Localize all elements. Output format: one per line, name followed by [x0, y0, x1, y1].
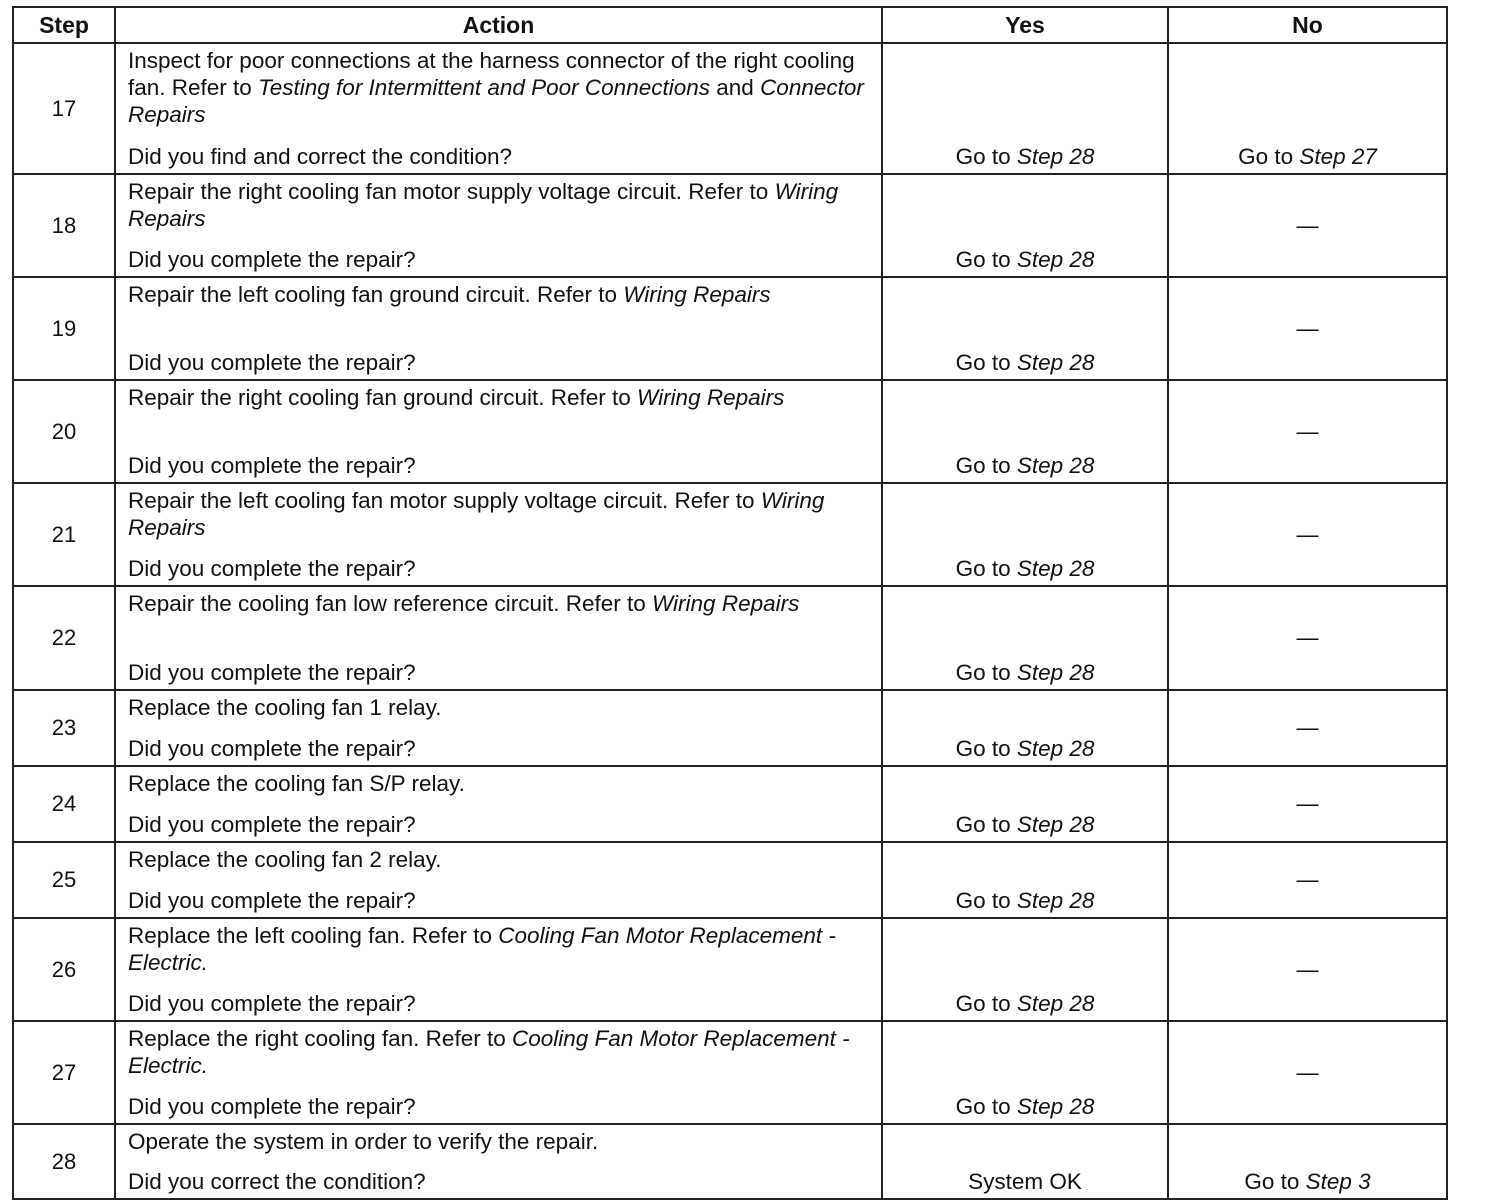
goto-prefix: Go to: [955, 888, 1017, 913]
table-row: [13, 483, 1447, 586]
reference-link[interactable]: Wiring Repairs: [128, 179, 839, 231]
yes-result: [882, 586, 1168, 690]
instruction-text: Repair the right cooling fan ground circuit. Refer to: [128, 385, 638, 410]
goto-prefix: Go to: [955, 247, 1017, 272]
instruction-text: Replace the cooling fan 2 relay.: [128, 847, 442, 872]
goto-prefix: Go to: [1244, 1169, 1306, 1194]
goto-step-link[interactable]: Step 28: [1016, 812, 1095, 837]
not-applicable-dash: —: [1296, 521, 1319, 547]
yes-result: [882, 1021, 1168, 1124]
no-result: [1168, 690, 1447, 766]
action-question: Did you complete the repair?: [128, 736, 416, 761]
header-step: Step: [13, 7, 115, 43]
action-question: Did you find and correct the condition?: [128, 144, 512, 169]
action-question: Did you complete the repair?: [128, 1094, 416, 1119]
yes-result: [882, 766, 1168, 842]
yes-result: [882, 690, 1168, 766]
step-number: 26: [13, 918, 115, 1021]
step-number: 17: [13, 43, 115, 174]
not-applicable-dash: —: [1296, 625, 1319, 650]
step-number: 18: [13, 174, 115, 277]
action-cell: [115, 842, 882, 918]
action-cell: [115, 766, 882, 842]
action-cell: [115, 690, 882, 766]
action-instruction: [128, 1025, 875, 1079]
goto-step-link[interactable]: Step 3: [1305, 1169, 1371, 1194]
action-cell: [115, 380, 882, 483]
instruction-text: Replace the cooling fan 1 relay.: [128, 695, 442, 720]
goto-step-link[interactable]: Step 28: [1016, 350, 1095, 375]
header-yes: Yes: [882, 7, 1168, 43]
diagnostic-table: [12, 6, 1448, 1200]
reference-link[interactable]: Connector Repairs: [128, 75, 864, 127]
goto-step-link[interactable]: Step 28: [1016, 1094, 1095, 1119]
yes-result: [882, 842, 1168, 918]
goto-prefix: Go to: [955, 453, 1017, 478]
goto-prefix: Go to: [955, 144, 1017, 169]
action-question: Did you complete the repair?: [128, 812, 416, 837]
not-applicable-dash: —: [1296, 315, 1319, 341]
reference-link[interactable]: Cooling Fan Motor Replacement - Electric.: [128, 1026, 850, 1078]
reference-link[interactable]: Wiring Repairs: [128, 488, 825, 540]
yes-result: [882, 43, 1168, 174]
no-result: [1168, 43, 1447, 174]
step-number: 24: [13, 766, 115, 842]
reference-link[interactable]: Wiring Repairs: [623, 282, 771, 307]
action-question: Did you complete the repair?: [128, 888, 416, 913]
goto-step-link[interactable]: Step 27: [1299, 144, 1377, 169]
action-cell: [115, 586, 882, 690]
action-question: Did you complete the repair?: [128, 556, 416, 581]
action-cell: [115, 277, 882, 380]
table-row: [13, 586, 1447, 690]
step-number: 23: [13, 690, 115, 766]
instruction-text: Replace the left cooling fan. Refer to: [128, 923, 499, 948]
step-number: 22: [13, 586, 115, 690]
step-number: 21: [13, 483, 115, 586]
goto-prefix: Go to: [955, 736, 1017, 761]
no-result: [1168, 918, 1447, 1021]
table-row: [13, 690, 1447, 766]
action-question: Did you complete the repair?: [128, 660, 416, 685]
not-applicable-dash: —: [1296, 956, 1319, 982]
yes-result: [882, 483, 1168, 586]
action-instruction: [128, 47, 875, 128]
no-result: [1168, 483, 1447, 586]
header-action: Action: [115, 7, 882, 43]
goto-step-link[interactable]: Step 28: [1016, 247, 1095, 272]
goto-prefix: Go to: [955, 812, 1017, 837]
goto-step-link[interactable]: Step 28: [1016, 736, 1095, 761]
step-number: 28: [13, 1124, 115, 1199]
reference-link[interactable]: Wiring Repairs: [637, 385, 785, 410]
yes-result: [882, 174, 1168, 277]
table-row: [13, 918, 1447, 1021]
result-text: System OK: [968, 1169, 1082, 1194]
action-instruction: [128, 922, 875, 976]
no-result: [1168, 1021, 1447, 1124]
action-instruction: [128, 384, 875, 411]
action-instruction: [128, 590, 875, 617]
table-row: [13, 1021, 1447, 1124]
step-number: 19: [13, 277, 115, 380]
goto-prefix: Go to: [955, 350, 1017, 375]
yes-result: [882, 277, 1168, 380]
instruction-text: Repair the right cooling fan motor supply voltage circuit. Refer to: [128, 179, 775, 204]
table-row: [13, 842, 1447, 918]
action-instruction: [128, 487, 875, 541]
action-cell: [115, 1021, 882, 1124]
not-applicable-dash: —: [1296, 867, 1319, 892]
goto-prefix: Go to: [955, 556, 1017, 581]
action-instruction: [128, 1128, 875, 1155]
table-row: [13, 174, 1447, 277]
goto-prefix: Go to: [1238, 144, 1300, 169]
action-instruction: [128, 281, 875, 308]
no-result: [1168, 174, 1447, 277]
goto-step-link[interactable]: Step 28: [1016, 556, 1095, 581]
step-number: 20: [13, 380, 115, 483]
yes-result: [882, 380, 1168, 483]
table-row: [13, 277, 1447, 380]
table-row: [13, 43, 1447, 174]
instruction-text: Replace the right cooling fan. Refer to: [128, 1026, 512, 1051]
table-body: [13, 43, 1447, 1199]
instruction-text: Replace the cooling fan S/P relay.: [128, 771, 465, 796]
goto-prefix: Go to: [955, 991, 1017, 1016]
goto-step-link[interactable]: Step 28: [1016, 660, 1095, 685]
header-no: No: [1168, 7, 1447, 43]
action-instruction: [128, 770, 875, 797]
goto-prefix: Go to: [955, 1094, 1017, 1119]
instruction-text: Repair the left cooling fan ground circuit. Refer to: [128, 282, 624, 307]
goto-step-link[interactable]: Step 28: [1016, 991, 1095, 1016]
action-instruction: [128, 846, 875, 873]
action-question: Did you complete the repair?: [128, 350, 416, 375]
instruction-text: Repair the cooling fan low reference circuit. Refer to: [128, 591, 653, 616]
action-cell: [115, 174, 882, 277]
step-number: 25: [13, 842, 115, 918]
action-cell: [115, 918, 882, 1021]
action-instruction: [128, 694, 875, 721]
goto-step-link[interactable]: Step 28: [1016, 144, 1095, 169]
action-cell: [115, 43, 882, 174]
no-result: [1168, 766, 1447, 842]
action-question: Did you complete the repair?: [128, 991, 416, 1016]
not-applicable-dash: —: [1296, 212, 1319, 238]
instruction-text: Inspect for poor connections at the harness connector of the right cooling fan. Refer to: [128, 48, 855, 100]
not-applicable-dash: —: [1296, 791, 1319, 816]
instruction-text: and: [710, 75, 761, 100]
instruction-text: Repair the left cooling fan motor supply voltage circuit. Refer to: [128, 488, 761, 513]
table-row: [13, 380, 1447, 483]
no-result: [1168, 380, 1447, 483]
table-row: [13, 766, 1447, 842]
goto-step-link[interactable]: Step 28: [1016, 453, 1095, 478]
reference-link[interactable]: Testing for Intermittent and Poor Connections: [258, 75, 711, 100]
action-cell: [115, 483, 882, 586]
action-question: Did you complete the repair?: [128, 247, 416, 272]
not-applicable-dash: —: [1296, 418, 1319, 444]
not-applicable-dash: —: [1296, 1059, 1319, 1085]
no-result: [1168, 842, 1447, 918]
no-result: [1168, 277, 1447, 380]
header-row: [13, 7, 1447, 43]
not-applicable-dash: —: [1296, 715, 1319, 740]
action-question: Did you complete the repair?: [128, 453, 416, 478]
reference-link[interactable]: Wiring Repairs: [652, 591, 800, 616]
instruction-text: Operate the system in order to verify the repair.: [128, 1129, 599, 1154]
action-instruction: [128, 178, 875, 232]
reference-link[interactable]: Cooling Fan Motor Replacement - Electric.: [128, 923, 836, 975]
no-result: [1168, 586, 1447, 690]
goto-step-link[interactable]: Step 28: [1016, 888, 1095, 913]
step-number: 27: [13, 1021, 115, 1124]
yes-result: [882, 918, 1168, 1021]
action-question: Did you correct the condition?: [128, 1169, 426, 1194]
goto-prefix: Go to: [955, 660, 1017, 685]
